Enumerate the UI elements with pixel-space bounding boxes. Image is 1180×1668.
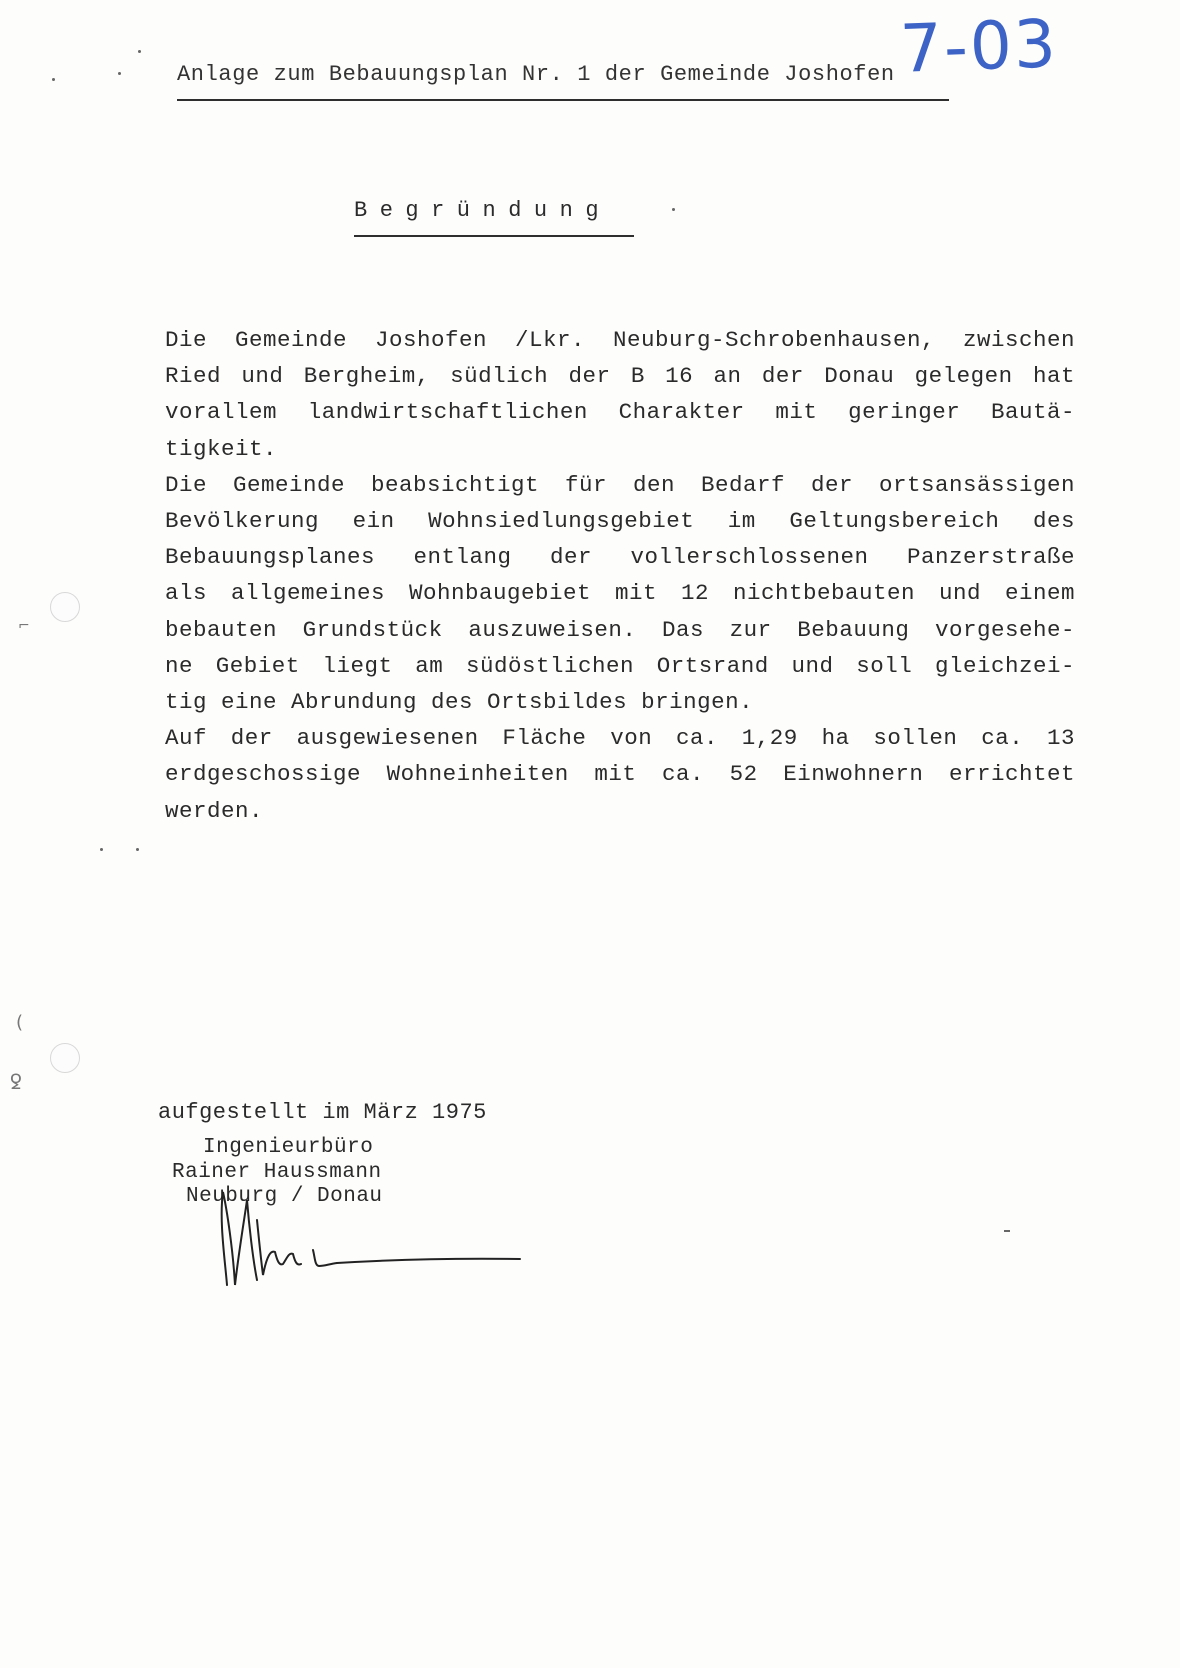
- punch-hole-bottom: [50, 1043, 80, 1073]
- office-person: Rainer Haussmann: [172, 1161, 382, 1184]
- document-header: Anlage zum Bebauungsplan Nr. 1 der Gemeinde Joshofen: [177, 62, 895, 87]
- scan-speck: [52, 78, 55, 81]
- handwritten-document-id: 7-03: [898, 5, 1060, 88]
- header-underline: [177, 99, 949, 101]
- prepared-date: aufgestellt im März 1975: [158, 1100, 487, 1125]
- document-heading: Begründung: [354, 198, 612, 223]
- office-name: Ingenieurbüro: [203, 1136, 374, 1159]
- scan-speck: [136, 848, 139, 851]
- paragraph-line: tig eine Abrundung des Ortsbildes bringen.: [165, 689, 754, 716]
- scan-speck: [138, 50, 141, 53]
- scan-speck: [118, 72, 121, 75]
- paragraph-line: Ried und Bergheim, südlich der B 16 an der Donau gelegen hat: [165, 363, 1075, 390]
- paragraph-line: Die Gemeinde beabsichtigt für den Bedarf der ortsansässigen: [165, 471, 1075, 498]
- scan-speck: [100, 848, 103, 851]
- margin-scribble: (: [16, 1012, 24, 1033]
- justification-paragraph: [165, 322, 1075, 829]
- scan-speck: [1004, 1230, 1010, 1232]
- heading-underline: [354, 235, 634, 237]
- margin-scribble: ꝿ: [10, 1070, 22, 1094]
- scan-speck: [672, 208, 675, 211]
- paragraph-line: ne Gebiet liegt am südöstlichen Ortsrand und soll gleichzei-: [165, 652, 1075, 679]
- paragraph-line: als allgemeines Wohnbaugebiet mit 12 nichtbebauten und einem: [165, 580, 1075, 607]
- paragraph-line: vorallem landwirtschaftlichen Charakter mit geringer Bautä-: [165, 399, 1075, 426]
- paragraph-line: werden.: [165, 797, 264, 824]
- margin-scribble: ⌐: [18, 618, 30, 634]
- paragraph-line: Die Gemeinde Joshofen /Lkr. Neuburg-Schrobenhausen, zwischen: [165, 327, 1075, 353]
- punch-hole-top: [50, 592, 80, 622]
- paragraph-line: Bebauungsplanes entlang der vollerschlossenen Panzerstraße: [165, 544, 1075, 571]
- paragraph-line: bebauten Grundstück auszuweisen. Das zur Bebauung vorgesehe-: [165, 616, 1075, 643]
- handwritten-signature: [205, 1180, 525, 1290]
- office-location: Neuburg / Donau: [186, 1185, 383, 1208]
- paragraph-line: tigkeit.: [165, 435, 278, 462]
- paragraph-line: Auf der ausgewiesenen Fläche von ca. 1,29 ha sollen ca. 13: [165, 725, 1075, 752]
- paragraph-line: erdgeschossige Wohneinheiten mit ca. 52 Einwohnern errichtet: [165, 761, 1075, 788]
- paragraph-line: Bevölkerung ein Wohnsiedlungsgebiet im Geltungsbereich des: [165, 508, 1075, 535]
